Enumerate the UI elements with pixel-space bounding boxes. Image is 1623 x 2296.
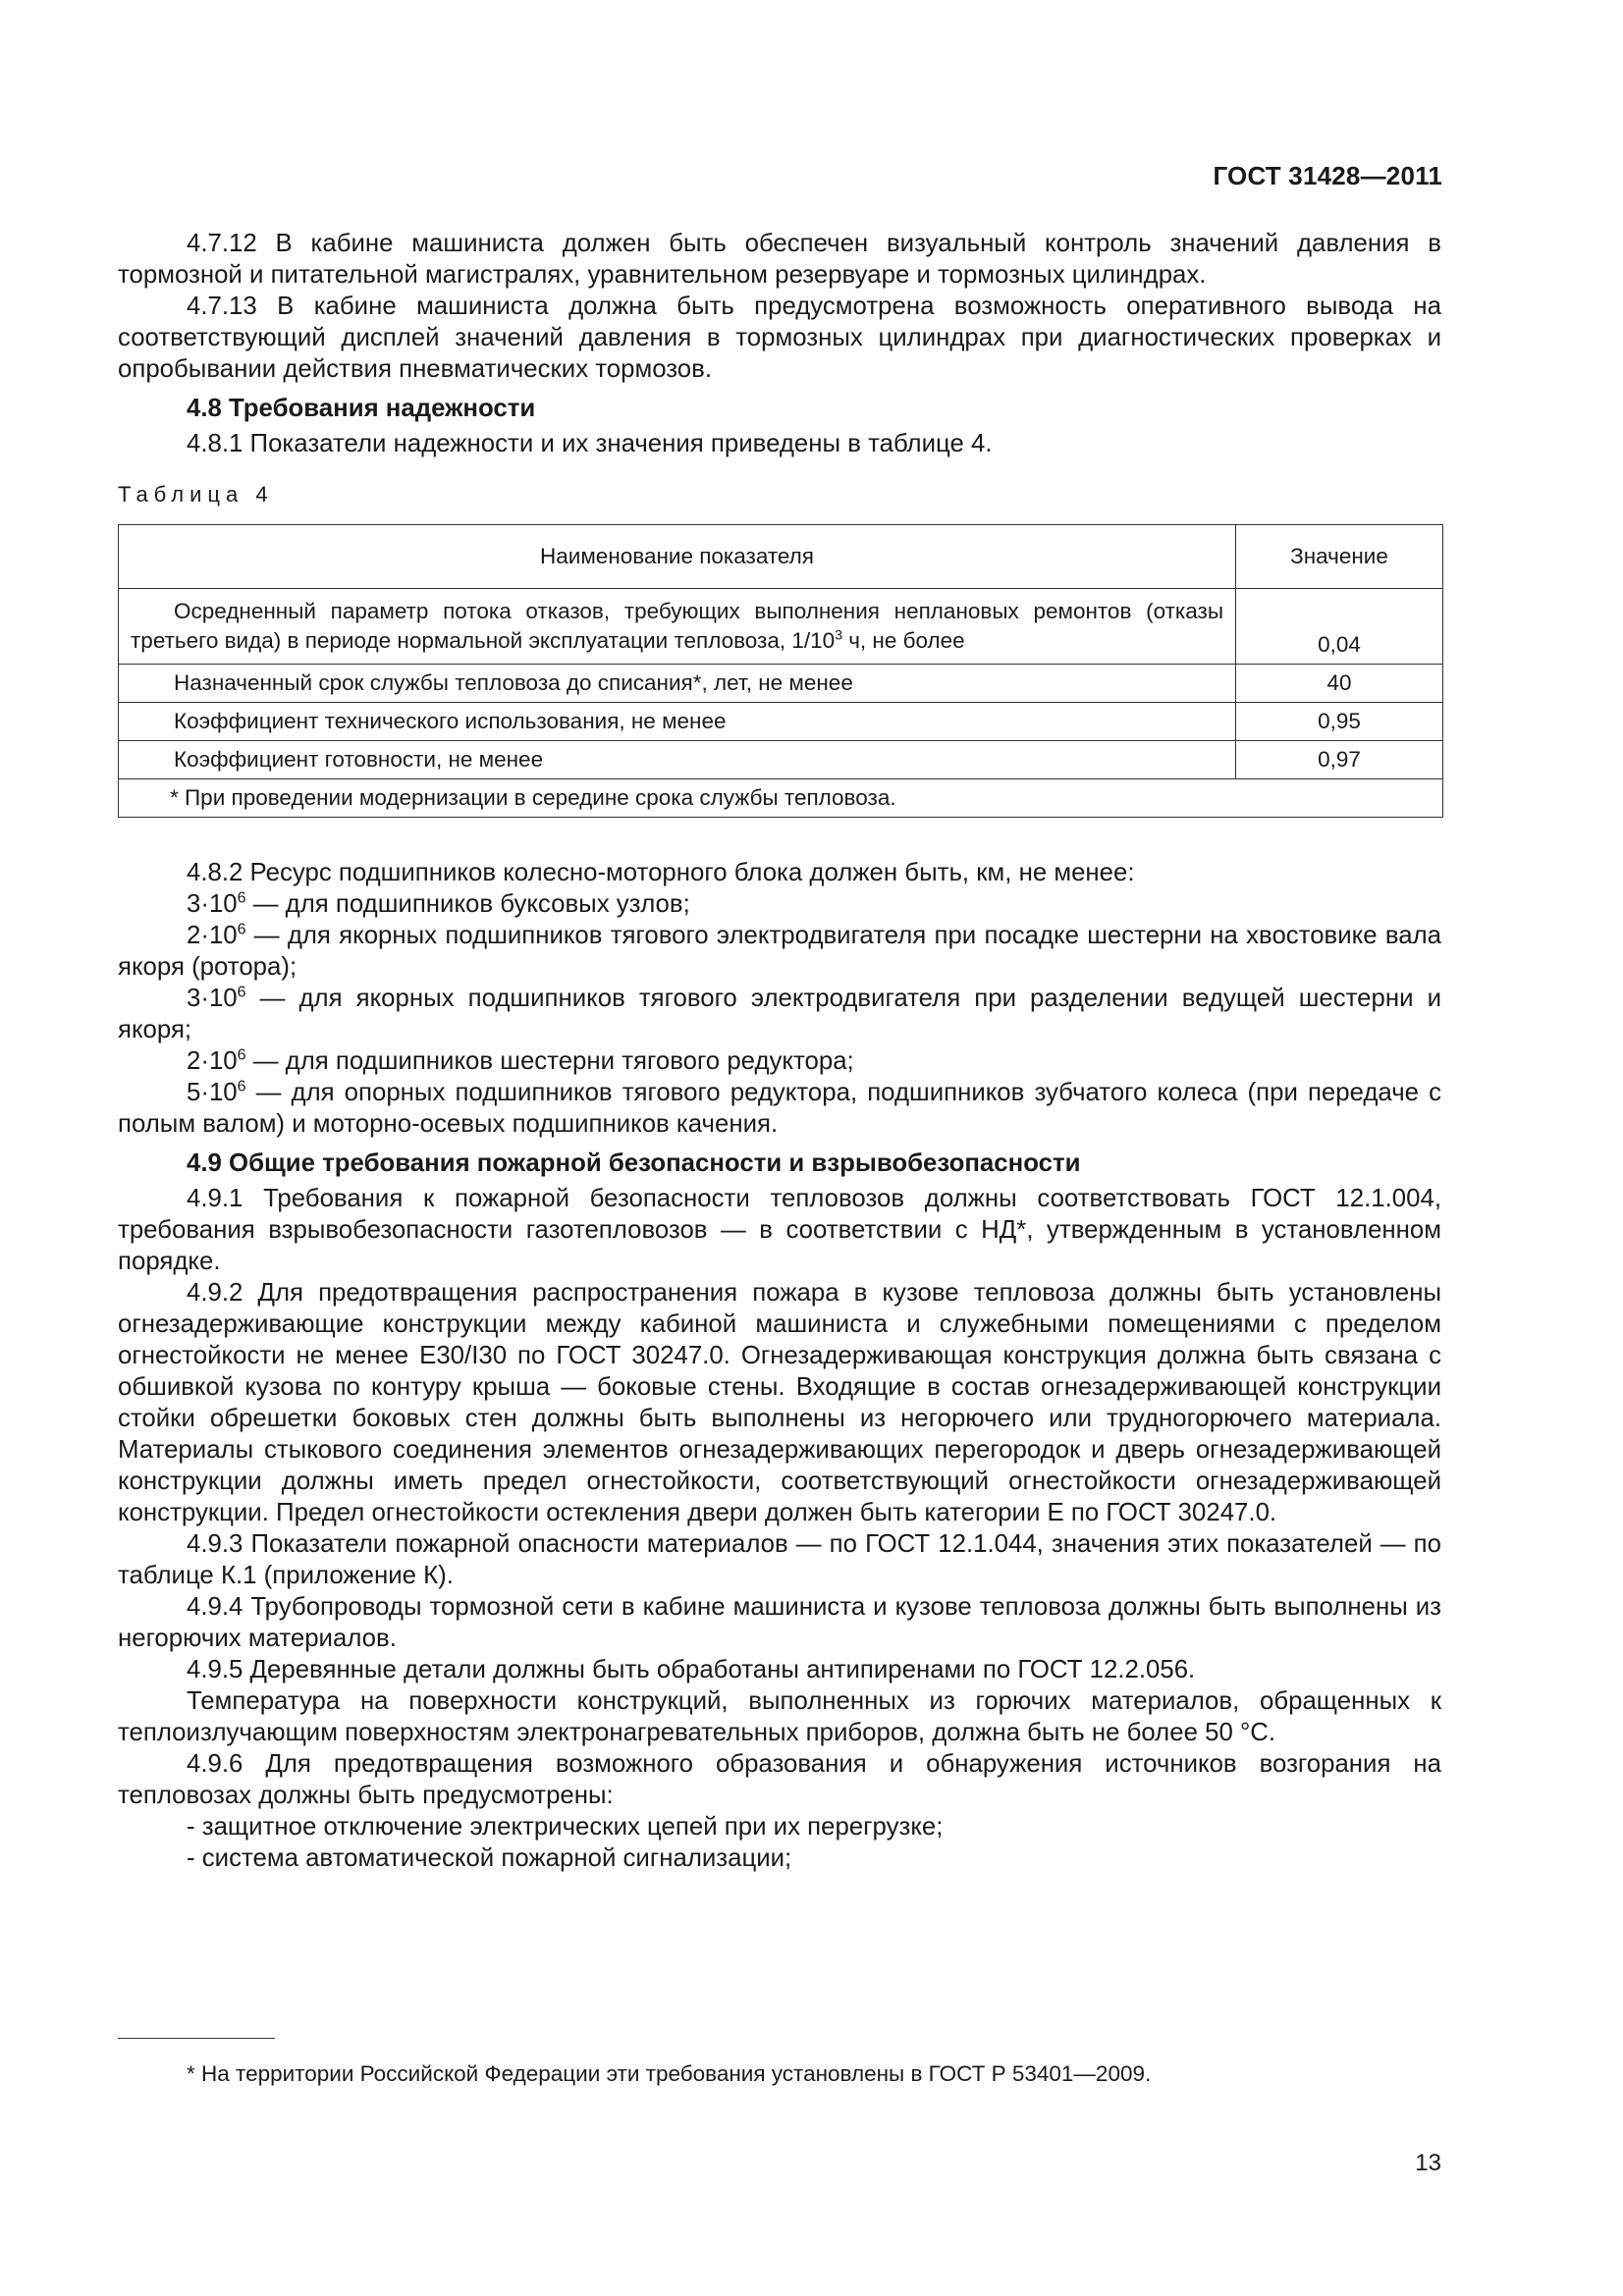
paragraph-4-9-3: 4.9.3 Показатели пожарной опасности материалов — по ГОСТ 12.1.044, значения этих показателей — по таблице К.1 (приложение К).	[118, 1530, 1441, 1589]
footnote: * На территории Российской Федерации эти требования установлены в ГОСТ Р 53401—2009.	[187, 2061, 1152, 2086]
table-cell-name: Коэффициент готовности, не менее	[119, 741, 1236, 779]
table-caption: Таблица 4	[118, 482, 274, 507]
table-cell-name: Коэффициент технического использования, не менее	[119, 703, 1236, 741]
column-header-name: Наименование показателя	[119, 525, 1236, 589]
table-row	[119, 741, 1443, 779]
list-item: - система автоматической пожарной сигнализации;	[187, 1844, 792, 1872]
table-cell-name	[119, 589, 1236, 665]
paragraph-4-9-4: 4.9.4 Трубопроводы тормозной сети в кабине машиниста и кузове тепловоза должны быть выполнены из негорючих материалов.	[118, 1593, 1441, 1652]
paragraph-4-9-2: 4.9.2 Для предотвращения распространения пожара в кузове тепловоза должны быть установлены огнезадерживающие конструкции между кабиной машиниста и служебными помещениями с пределом огнестойкости не менее Е30/I30 по ГОСТ 30247.0. Огнезадерживающая конструкция должна быть связана с обшивкой кузова по контуру крыша — боковые стены. Входящие в состав огнезадерживающей конструкции стойки обрешетки боковых стен должны быть выполнены из негорючего или трудногорючего материала. Материалы стыкового соединения элементов огнезадерживающих перегородок и дверь огнезадерживающей конструкции должны иметь предел огнестойкости, соответствующий огнестойкости огнезадерживающей конструкции. Предел огнестойкости остекления двери должен быть категории Е по ГОСТ 30247.0.	[118, 1279, 1441, 1526]
table-row	[119, 589, 1443, 665]
table-header-row	[119, 525, 1443, 589]
resource-item: $3\cdot 10^6$ — для якорных подшипников тягового электродвигателя при разделении ведущей шестерни и якоря;	[118, 984, 1441, 1043]
document-body	[118, 228, 1441, 1874]
resource-item: $2\cdot 10^6$ — для якорных подшипников тягового электродвигателя при посадке шестерни на хвостовике вала якоря (ротора);	[118, 921, 1441, 981]
table-cell-value: 0,04	[1236, 589, 1443, 665]
paragraph-4-8-2: 4.8.2 Ресурс подшипников колесно-моторного блока должен быть, км, не менее:	[187, 859, 1135, 886]
paragraph-4-7-13: 4.7.13 В кабине машиниста должна быть предусмотрена возможность оперативного вывода на соответствующий дисплей значений давления в тормозных цилиндрах при диагностических проверках и опробывании действия пневматических тормозов.	[118, 293, 1441, 383]
table-cell-name: Назначенный срок службы тепловоза до списания*, лет, не менее	[119, 665, 1236, 703]
table-cell-value: 0,97	[1236, 741, 1443, 779]
resource-item: $5\cdot 10^6$ — для опорных подшипников тягового редуктора, подшипников зубчатого колеса (при передаче с полым валом) и моторно-осевых подшипников качения.	[118, 1078, 1441, 1138]
paragraph-4-9-5-temperature: Температура на поверхности конструкций, выполненных из горючих материалов, обращенных к теплоизлучающим поверхностям электронагревательных приборов, должна быть не более 50 °С.	[118, 1687, 1441, 1746]
paragraph-4-9-6: 4.9.6 Для предотвращения возможного образования и обнаружения источников возгорания на тепловозах должны быть предусмотрены:	[118, 1750, 1441, 1809]
table-row	[119, 703, 1443, 741]
paragraph-4-9-5: 4.9.5 Деревянные детали должны быть обработаны антипиренами по ГОСТ 12.2.056.	[187, 1656, 1196, 1683]
table-cell-value: 0,95	[1236, 703, 1443, 741]
table-note: * При проведении модернизации в середине срока службы тепловоза.	[119, 779, 1443, 818]
page-number: 13	[1415, 2150, 1441, 2176]
failure-rate-exponent: 3	[835, 626, 842, 643]
resource-item: $3\cdot 10^6$ — для подшипников буксовых узлов;	[187, 889, 690, 918]
section-heading-4-9: 4.9 Общие требования пожарной безопасности и взрывобезопасности	[187, 1149, 1081, 1177]
table-cell-value: 40	[1236, 665, 1443, 703]
failure-rate-text: Осредненный параметр потока отказов, требующих выполнения неплановых ремонтов (отказы третьего вида) в периоде нормальной эксплуатации тепловоза, 1/10	[131, 599, 1223, 653]
footnote-divider	[118, 2038, 275, 2039]
standard-header: ГОСТ 31428—2011	[1213, 161, 1442, 190]
table-note-row	[119, 779, 1443, 818]
section-heading-4-8: 4.8 Требования надежности	[187, 395, 536, 422]
paragraph-4-8-1: 4.8.1 Показатели надежности и их значения приведены в таблице 4.	[187, 430, 993, 457]
paragraph-4-9-1: 4.9.1 Требования к пожарной безопасности тепловозов должны соответствовать ГОСТ 12.1.004, требования взрывобезопасности газотепловозов — в соответствии с НД*, утвержденным в установленном порядке.	[118, 1185, 1441, 1275]
table-row	[119, 665, 1443, 703]
list-item: - защитное отключение электрических цепей при их перегрузке;	[187, 1813, 944, 1841]
column-header-value: Значение	[1236, 525, 1443, 589]
paragraph-4-7-12: 4.7.12 В кабине машиниста должен быть обеспечен визуальный контроль значений давления в тормозной и питательной магистралях, уравнительном резервуаре и тормозных цилиндрах.	[118, 230, 1441, 289]
resource-item: $2\cdot 10^6$ — для подшипников шестерни тягового редуктора;	[187, 1046, 854, 1075]
failure-rate-unit: ч, не более	[841, 628, 965, 653]
reliability-table	[118, 524, 1443, 818]
